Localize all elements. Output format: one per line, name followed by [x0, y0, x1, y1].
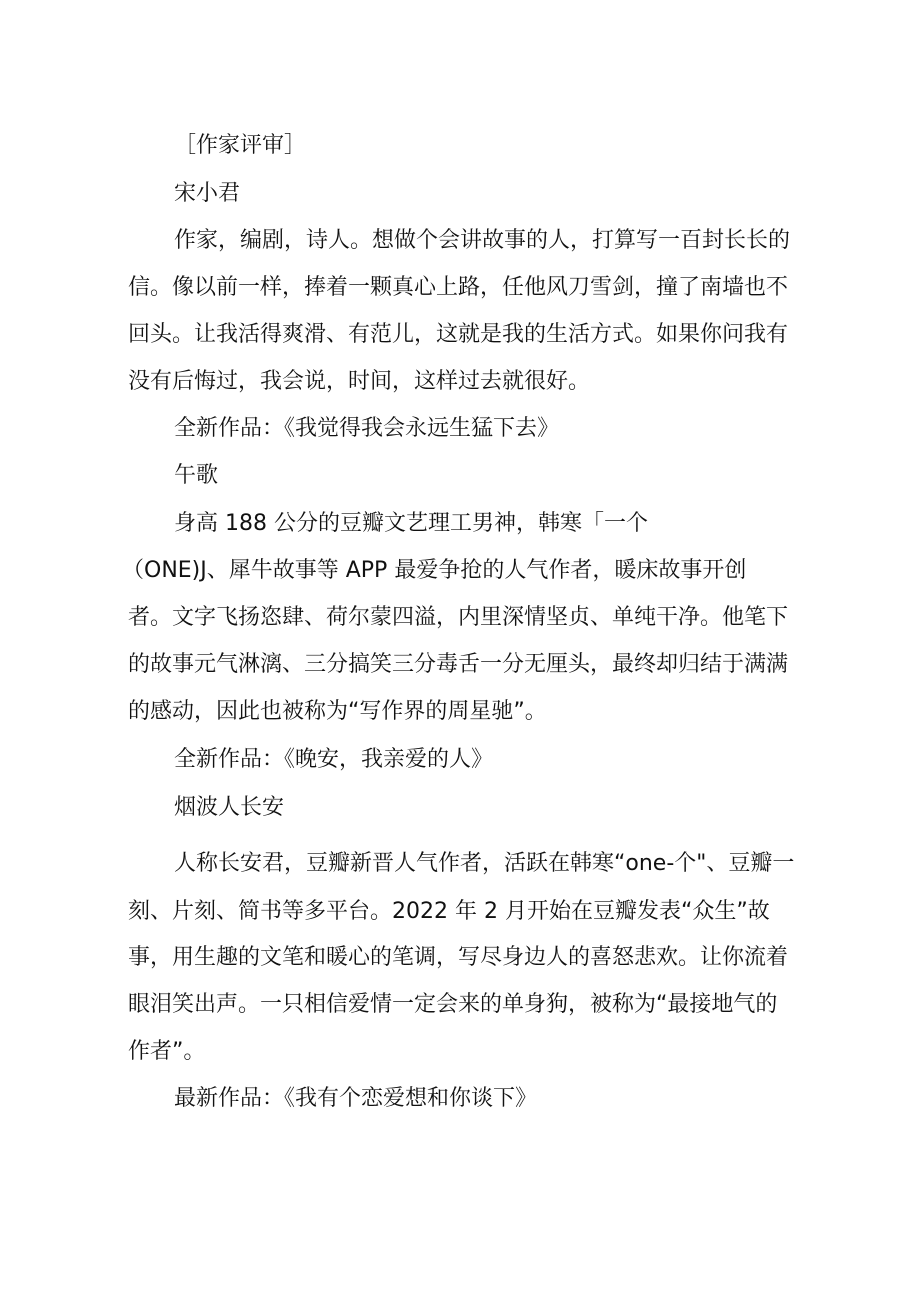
author-bio-line: 回头。让我活得爽滑、有范儿，这就是我的生活方式。如果你问我有 — [128, 322, 789, 347]
author-bio-line: 作家，编剧，诗人。想做个会讲故事的人，打算写一百封长长的 — [174, 228, 791, 253]
author-name: 烟波人长安 — [174, 795, 285, 820]
author-bio-line: 事，用生趣的文笔和暖心的笔调，写尽身边人的喜怒悲欢。让你流着 — [128, 945, 789, 970]
author-name: 午歌 — [174, 463, 219, 488]
author-bio-line: 没有后悔过，我会说，时间，这样过去就很好。 — [128, 369, 591, 394]
author-bio-line: 的故事元气淋漓、三分搞笑三分毒舌一分无厘头，最终却归结于满满 — [128, 652, 789, 677]
author-bio-line: 刻、片刻、简书等多平台。2022 年 2 月开始在豆瓣发表“众生”故 — [128, 899, 770, 924]
author-bio-line: 作者”。 — [128, 1039, 206, 1064]
author-name: 宋小君 — [174, 181, 241, 206]
author-bio-line: 身高 188 公分的豆瓣文艺理工男神，韩寒「一个 — [174, 511, 648, 536]
section-heading: ［作家评审］ — [174, 133, 307, 158]
author-work: 全新作品：《我觉得我会永远生猛下去》 — [174, 416, 560, 441]
author-bio-line: （ONE)J、犀牛故事等 APP 最爱争抢的人气作者，暖床故事开创 — [122, 558, 747, 583]
author-bio-line: 的感动，因此也被称为“写作界的周星驰”。 — [128, 699, 547, 724]
author-bio-line: 人称长安君，豆瓣新晋人气作者，活跃在韩寒“one-个"、豆瓣一 — [174, 851, 795, 876]
author-bio-line: 信。像以前一样，捧着一颗真心上路，任他风刀雪剑，撞了南墙也不 — [128, 275, 789, 300]
author-bio-line: 者。文字飞扬恣肆、荷尔蒙四溢，内里深情坚贞、单纯干净。他笔下 — [128, 605, 789, 630]
author-work: 最新作品：《我有个恋爱想和你谈下》 — [174, 1086, 538, 1111]
author-work: 全新作品：《晚安，我亲爱的人》 — [174, 747, 494, 772]
author-bio-line: 眼泪笑出声。一只相信爱情一定会来的单身狗，被称为“最接地气的 — [128, 992, 778, 1017]
